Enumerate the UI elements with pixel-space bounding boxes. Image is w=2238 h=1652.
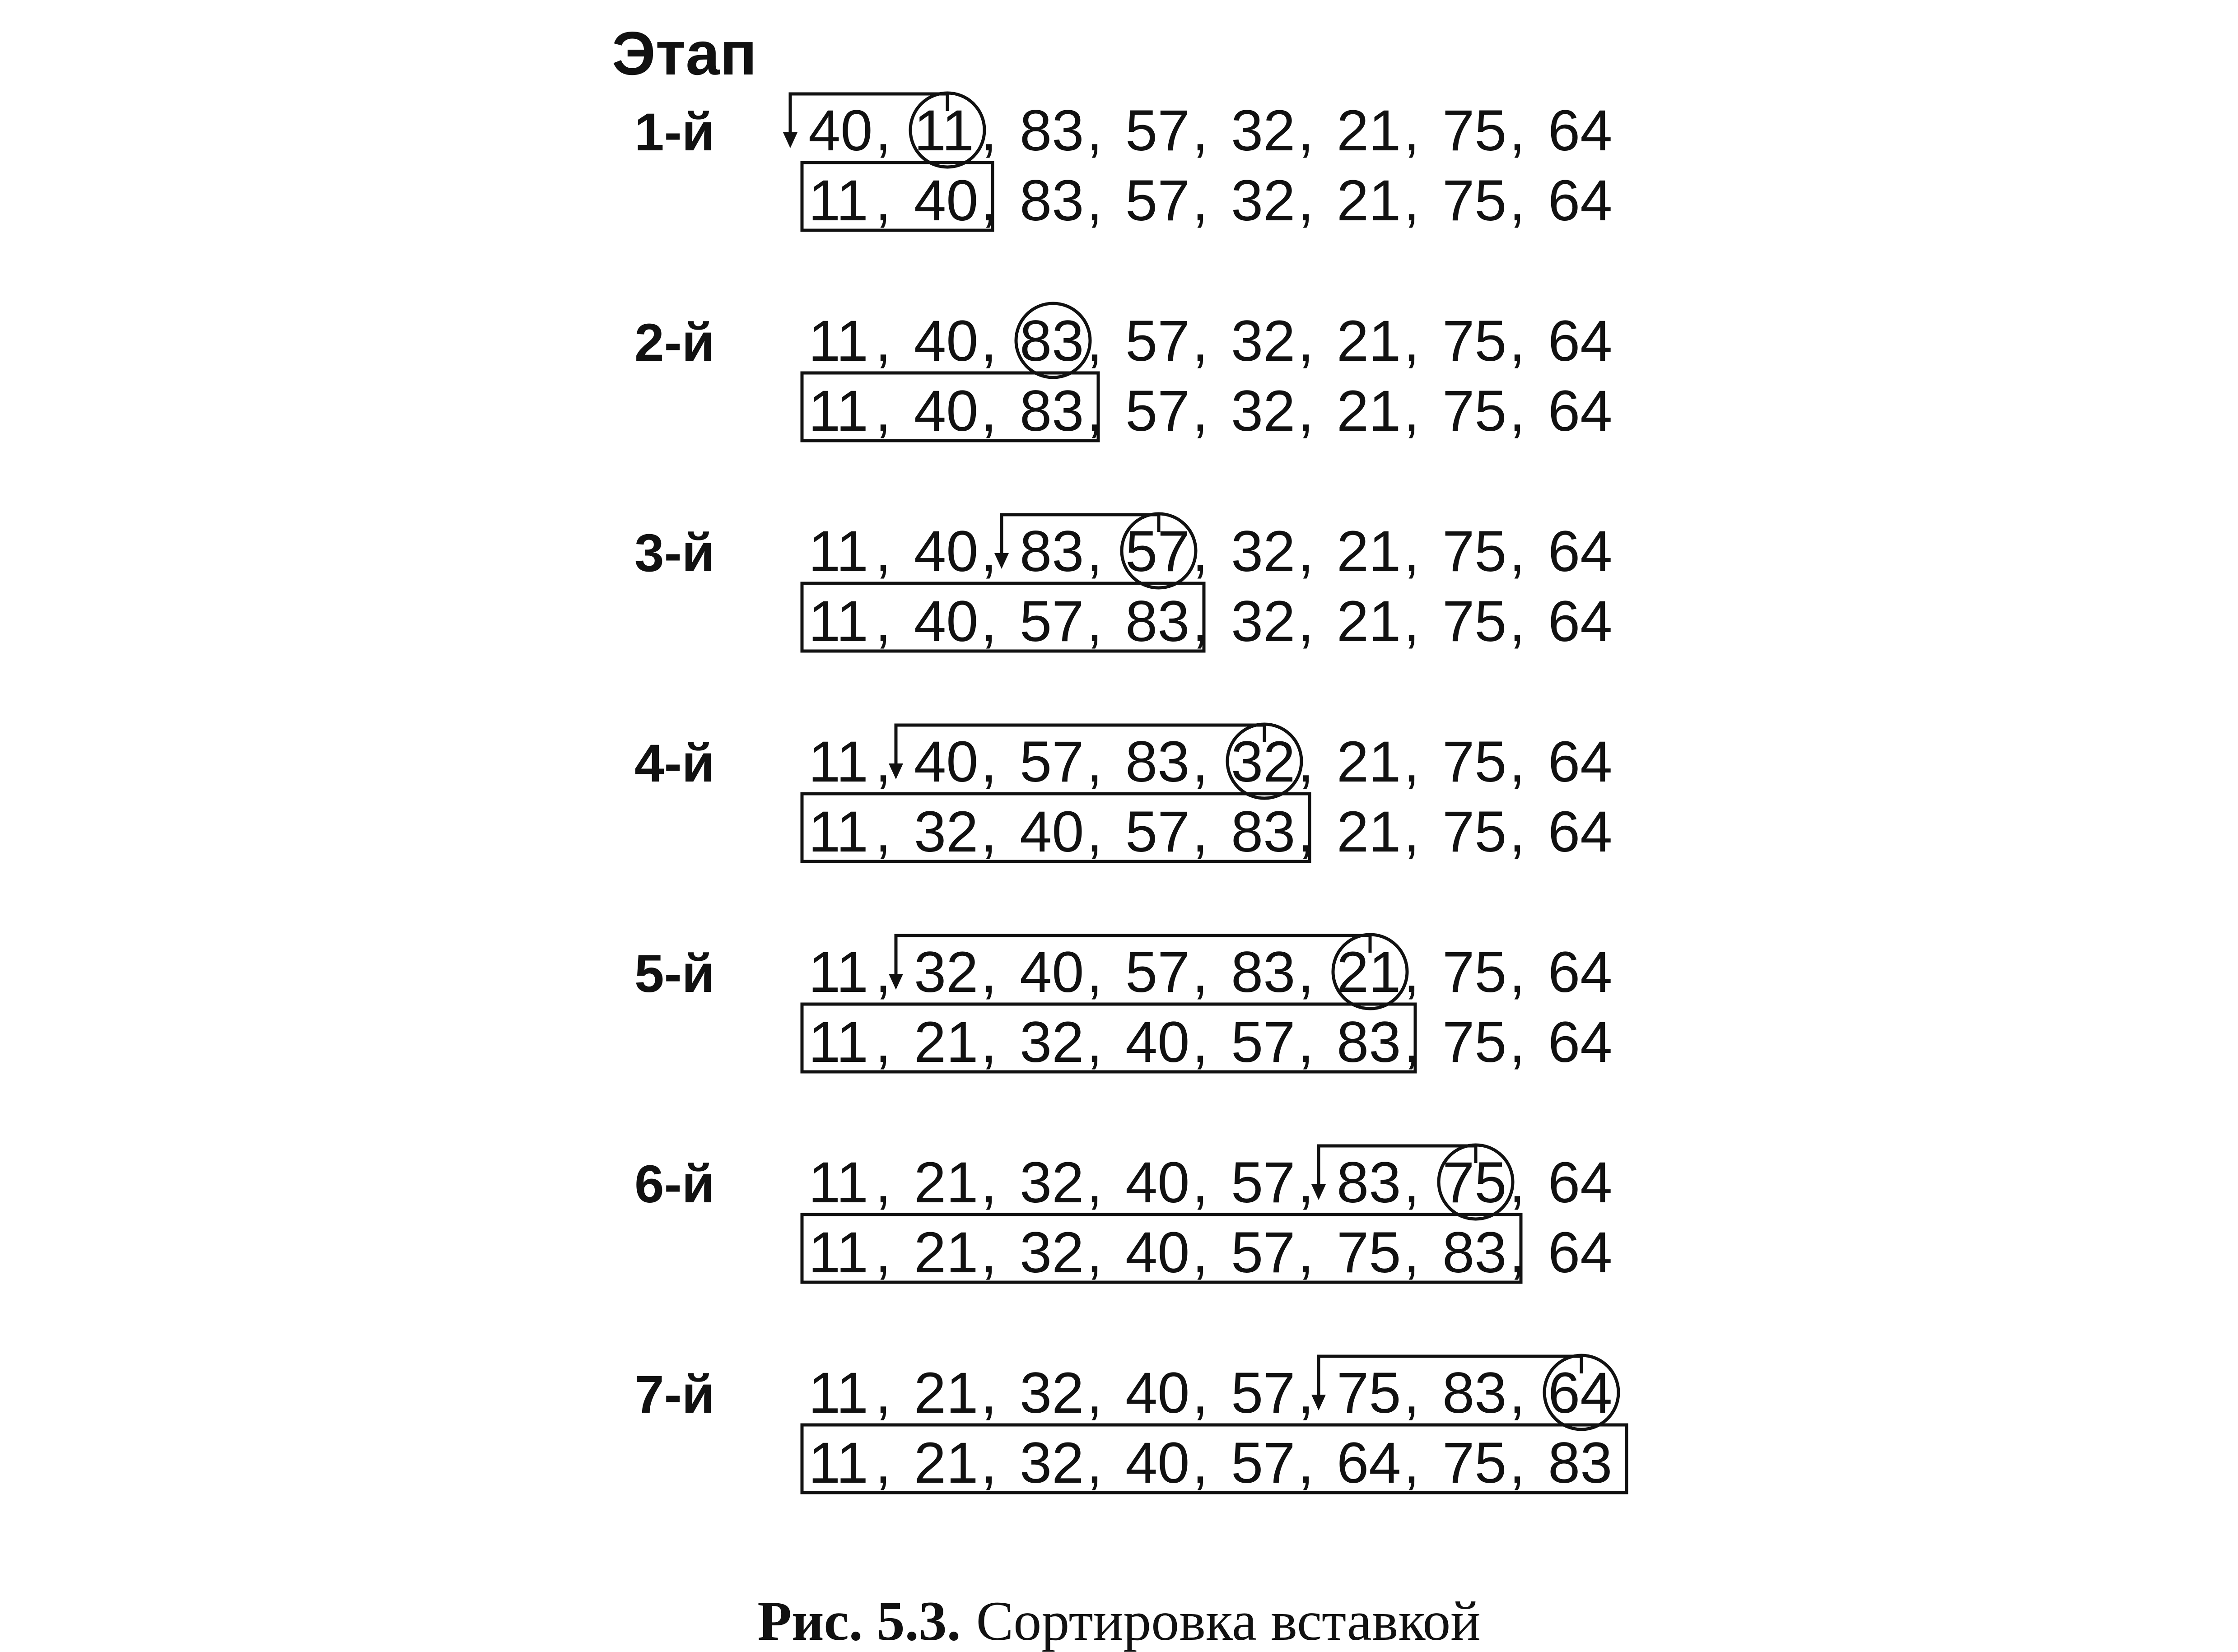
before-comma: , bbox=[1192, 730, 1208, 794]
after-comma: , bbox=[981, 800, 997, 864]
after-number: 21 bbox=[914, 1220, 979, 1285]
after-number: 75 bbox=[1337, 1220, 1401, 1285]
before-number: 11 bbox=[808, 1150, 868, 1215]
after-comma: , bbox=[1509, 168, 1525, 233]
before-comma: , bbox=[875, 98, 891, 163]
after-comma: , bbox=[1403, 800, 1420, 864]
before-number: 64 bbox=[1548, 730, 1613, 794]
before-comma: , bbox=[1086, 98, 1103, 163]
after-comma: , bbox=[875, 1010, 891, 1075]
before-comma: , bbox=[1086, 940, 1103, 1005]
after-number: 11 bbox=[808, 1431, 868, 1495]
before-comma: , bbox=[1086, 519, 1103, 584]
after-comma: , bbox=[1509, 379, 1525, 443]
before-number: 11 bbox=[808, 1361, 868, 1425]
after-number: 40 bbox=[1020, 800, 1084, 864]
after-comma: , bbox=[1086, 1010, 1103, 1075]
before-number: 57 bbox=[1125, 519, 1190, 584]
before-number: 57 bbox=[1231, 1361, 1296, 1425]
before-number: 40 bbox=[808, 98, 873, 163]
caption-number: Рис. 5.3. bbox=[757, 1590, 961, 1652]
before-comma: , bbox=[875, 1150, 891, 1215]
after-comma: , bbox=[1403, 589, 1420, 654]
stage-label: 1-й bbox=[634, 102, 715, 162]
after-comma: , bbox=[1192, 1220, 1208, 1285]
after-comma: , bbox=[1509, 589, 1525, 654]
before-comma: , bbox=[1298, 730, 1314, 794]
after-number: 57 bbox=[1231, 1010, 1296, 1075]
stage-2 bbox=[634, 303, 1612, 443]
before-number: 83 bbox=[1020, 309, 1084, 373]
before-number: 64 bbox=[1548, 1361, 1613, 1425]
after-number: 75 bbox=[1442, 1010, 1507, 1075]
before-comma: , bbox=[1298, 940, 1314, 1005]
before-number: 21 bbox=[914, 1150, 979, 1215]
after-number: 64 bbox=[1548, 589, 1613, 654]
after-number: 83 bbox=[1337, 1010, 1401, 1075]
before-comma: , bbox=[1509, 98, 1525, 163]
before-comma: , bbox=[981, 940, 997, 1005]
after-number: 32 bbox=[1020, 1010, 1084, 1075]
after-number: 40 bbox=[914, 168, 979, 233]
before-comma: , bbox=[875, 1361, 891, 1425]
before-comma: , bbox=[1192, 1150, 1208, 1215]
stage-5 bbox=[634, 935, 1612, 1075]
after-number: 75 bbox=[1442, 379, 1507, 443]
after-comma: , bbox=[1403, 379, 1420, 443]
before-number: 32 bbox=[914, 940, 979, 1005]
before-number: 40 bbox=[914, 309, 979, 373]
after-number: 57 bbox=[1125, 379, 1190, 443]
before-number: 40 bbox=[1125, 1361, 1190, 1425]
before-number: 57 bbox=[1125, 98, 1190, 163]
before-number: 11 bbox=[808, 730, 868, 794]
after-number: 21 bbox=[914, 1010, 979, 1075]
after-number: 83 bbox=[1125, 589, 1190, 654]
after-number: 40 bbox=[914, 379, 979, 443]
after-number: 64 bbox=[1548, 1010, 1613, 1075]
after-number: 32 bbox=[1020, 1431, 1084, 1495]
before-number: 21 bbox=[914, 1361, 979, 1425]
stage-label: 2-й bbox=[634, 313, 715, 372]
before-comma: , bbox=[1086, 730, 1103, 794]
before-number: 83 bbox=[1231, 940, 1296, 1005]
after-number: 11 bbox=[808, 800, 868, 864]
after-number: 64 bbox=[1548, 168, 1613, 233]
before-comma: , bbox=[1403, 1361, 1420, 1425]
after-number: 11 bbox=[808, 379, 868, 443]
after-number: 40 bbox=[1125, 1431, 1190, 1495]
before-comma: , bbox=[1403, 519, 1420, 584]
before-number: 64 bbox=[1548, 309, 1613, 373]
after-comma: , bbox=[1192, 1010, 1208, 1075]
after-comma: , bbox=[1403, 1220, 1420, 1285]
stage-1 bbox=[634, 93, 1612, 233]
before-number: 75 bbox=[1442, 1150, 1507, 1215]
before-number: 11 bbox=[914, 98, 974, 163]
after-number: 11 bbox=[808, 589, 868, 654]
before-comma: , bbox=[1086, 1361, 1103, 1425]
after-comma: , bbox=[1298, 1010, 1314, 1075]
after-number: 64 bbox=[1548, 379, 1613, 443]
after-number: 75 bbox=[1442, 800, 1507, 864]
before-comma: , bbox=[1086, 309, 1103, 373]
before-number: 57 bbox=[1125, 940, 1190, 1005]
stage-label: 7-й bbox=[634, 1365, 715, 1424]
before-number: 11 bbox=[808, 519, 868, 584]
after-number: 32 bbox=[1231, 168, 1296, 233]
before-number: 32 bbox=[1020, 1150, 1084, 1215]
before-number: 21 bbox=[1337, 309, 1401, 373]
after-number: 57 bbox=[1020, 589, 1084, 654]
figure-caption bbox=[757, 1590, 1480, 1652]
after-comma: , bbox=[981, 168, 997, 233]
before-number: 57 bbox=[1020, 730, 1084, 794]
after-number: 40 bbox=[914, 589, 979, 654]
after-number: 83 bbox=[1548, 1431, 1613, 1495]
after-comma: , bbox=[875, 379, 891, 443]
before-comma: , bbox=[1192, 98, 1208, 163]
before-comma: , bbox=[1192, 1361, 1208, 1425]
before-comma: , bbox=[1403, 98, 1420, 163]
stage-label: 5-й bbox=[634, 944, 715, 1004]
after-comma: , bbox=[1509, 1431, 1525, 1495]
after-comma: , bbox=[1298, 379, 1314, 443]
stage-label: 3-й bbox=[634, 523, 715, 583]
insert-arrow-head bbox=[783, 132, 797, 148]
before-comma: , bbox=[1298, 519, 1314, 584]
before-number: 64 bbox=[1548, 1150, 1613, 1215]
after-comma: , bbox=[1086, 1431, 1103, 1495]
before-comma: , bbox=[1298, 309, 1314, 373]
before-number: 75 bbox=[1442, 309, 1507, 373]
after-comma: , bbox=[1086, 1220, 1103, 1285]
after-comma: , bbox=[981, 589, 997, 654]
after-comma: , bbox=[1192, 168, 1208, 233]
after-number: 21 bbox=[1337, 379, 1401, 443]
before-comma: , bbox=[1403, 1150, 1420, 1215]
after-number: 40 bbox=[1125, 1010, 1190, 1075]
after-comma: , bbox=[981, 1431, 997, 1495]
after-comma: , bbox=[875, 800, 891, 864]
before-number: 75 bbox=[1442, 940, 1507, 1005]
after-number: 64 bbox=[1337, 1431, 1401, 1495]
before-number: 21 bbox=[1337, 940, 1401, 1005]
before-number: 32 bbox=[1231, 98, 1296, 163]
after-comma: , bbox=[981, 1220, 997, 1285]
after-comma: , bbox=[1192, 589, 1208, 654]
after-number: 32 bbox=[1231, 589, 1296, 654]
before-number: 57 bbox=[1125, 309, 1190, 373]
after-number: 83 bbox=[1231, 800, 1296, 864]
before-comma: , bbox=[1086, 1150, 1103, 1215]
after-comma: , bbox=[1298, 589, 1314, 654]
before-comma: , bbox=[981, 730, 997, 794]
before-number: 83 bbox=[1020, 519, 1084, 584]
before-comma: , bbox=[981, 1150, 997, 1215]
after-number: 11 bbox=[808, 1220, 868, 1285]
before-comma: , bbox=[1403, 309, 1420, 373]
before-comma: , bbox=[1509, 309, 1525, 373]
after-comma: , bbox=[1086, 589, 1103, 654]
after-comma: , bbox=[875, 168, 891, 233]
before-comma: , bbox=[1509, 519, 1525, 584]
before-comma: , bbox=[981, 98, 997, 163]
after-number: 57 bbox=[1125, 168, 1190, 233]
after-comma: , bbox=[875, 1431, 891, 1495]
stage-3 bbox=[634, 514, 1612, 654]
after-comma: , bbox=[1086, 800, 1103, 864]
stage-7 bbox=[634, 1355, 1627, 1495]
before-number: 21 bbox=[1337, 519, 1401, 584]
before-number: 32 bbox=[1231, 309, 1296, 373]
after-comma: , bbox=[1298, 800, 1314, 864]
sorted-part-frame bbox=[802, 1004, 1415, 1072]
before-number: 40 bbox=[914, 519, 979, 584]
after-number: 83 bbox=[1442, 1220, 1507, 1285]
before-number: 64 bbox=[1548, 519, 1613, 584]
before-number: 83 bbox=[1125, 730, 1190, 794]
before-comma: , bbox=[1403, 730, 1420, 794]
after-comma: , bbox=[1192, 1431, 1208, 1495]
after-number: 83 bbox=[1020, 379, 1084, 443]
before-comma: , bbox=[875, 730, 891, 794]
after-number: 40 bbox=[1125, 1220, 1190, 1285]
after-number: 75 bbox=[1442, 589, 1507, 654]
after-comma: , bbox=[1403, 1010, 1420, 1075]
before-number: 32 bbox=[1020, 1361, 1084, 1425]
before-number: 11 bbox=[808, 940, 868, 1005]
after-comma: , bbox=[1192, 800, 1208, 864]
after-number: 11 bbox=[808, 168, 868, 233]
before-number: 40 bbox=[1020, 940, 1084, 1005]
before-number: 57 bbox=[1231, 1150, 1296, 1215]
after-comma: , bbox=[981, 1010, 997, 1075]
before-number: 40 bbox=[914, 730, 979, 794]
before-number: 21 bbox=[1337, 98, 1401, 163]
before-number: 40 bbox=[1125, 1150, 1190, 1215]
before-comma: , bbox=[1509, 940, 1525, 1005]
after-number: 21 bbox=[1337, 800, 1401, 864]
after-number: 32 bbox=[1231, 379, 1296, 443]
before-number: 75 bbox=[1442, 519, 1507, 584]
before-comma: , bbox=[981, 1361, 997, 1425]
after-comma: , bbox=[1086, 379, 1103, 443]
caption-text: Сортировка вставкой bbox=[976, 1590, 1481, 1652]
before-number: 83 bbox=[1337, 1150, 1401, 1215]
after-comma: , bbox=[1298, 168, 1314, 233]
before-number: 64 bbox=[1548, 940, 1613, 1005]
before-comma: , bbox=[1192, 519, 1208, 584]
stage-header: Этап bbox=[612, 19, 757, 88]
before-comma: , bbox=[875, 940, 891, 1005]
before-comma: , bbox=[875, 309, 891, 373]
after-number: 57 bbox=[1125, 800, 1190, 864]
after-number: 75 bbox=[1442, 168, 1507, 233]
after-comma: , bbox=[1298, 1431, 1314, 1495]
after-comma: , bbox=[1509, 1010, 1525, 1075]
after-comma: , bbox=[1192, 379, 1208, 443]
stage-label: 6-й bbox=[634, 1154, 715, 1214]
after-number: 57 bbox=[1231, 1220, 1296, 1285]
before-comma: , bbox=[875, 519, 891, 584]
before-number: 32 bbox=[1231, 519, 1296, 584]
stage-6 bbox=[634, 1145, 1612, 1285]
before-comma: , bbox=[1298, 1361, 1314, 1425]
after-comma: , bbox=[1403, 1431, 1420, 1495]
after-number: 21 bbox=[914, 1431, 979, 1495]
after-number: 21 bbox=[1337, 168, 1401, 233]
after-comma: , bbox=[1509, 800, 1525, 864]
after-comma: , bbox=[1086, 168, 1103, 233]
before-comma: , bbox=[981, 309, 997, 373]
after-number: 64 bbox=[1548, 1220, 1613, 1285]
stage-4 bbox=[634, 724, 1612, 864]
before-number: 11 bbox=[808, 309, 868, 373]
before-comma: , bbox=[981, 519, 997, 584]
after-number: 21 bbox=[1337, 589, 1401, 654]
after-comma: , bbox=[1509, 1220, 1525, 1285]
after-number: 11 bbox=[808, 1010, 868, 1075]
before-comma: , bbox=[1192, 309, 1208, 373]
before-number: 64 bbox=[1548, 98, 1613, 163]
after-comma: , bbox=[1403, 168, 1420, 233]
before-comma: , bbox=[1509, 1150, 1525, 1215]
before-number: 21 bbox=[1337, 730, 1401, 794]
before-number: 83 bbox=[1442, 1361, 1507, 1425]
after-number: 64 bbox=[1548, 800, 1613, 864]
before-number: 75 bbox=[1442, 98, 1507, 163]
after-number: 32 bbox=[1020, 1220, 1084, 1285]
before-comma: , bbox=[1298, 98, 1314, 163]
after-number: 32 bbox=[914, 800, 979, 864]
stages-layer bbox=[634, 93, 1627, 1495]
before-comma: , bbox=[1192, 940, 1208, 1005]
before-comma: , bbox=[1298, 1150, 1314, 1215]
before-number: 75 bbox=[1442, 730, 1507, 794]
after-comma: , bbox=[981, 379, 997, 443]
stage-label: 4-й bbox=[634, 734, 715, 793]
before-comma: , bbox=[1509, 1361, 1525, 1425]
before-number: 32 bbox=[1231, 730, 1296, 794]
before-comma: , bbox=[1403, 940, 1420, 1005]
after-number: 57 bbox=[1231, 1431, 1296, 1495]
after-comma: , bbox=[875, 589, 891, 654]
after-number: 75 bbox=[1442, 1431, 1507, 1495]
before-number: 83 bbox=[1020, 98, 1084, 163]
before-number: 75 bbox=[1337, 1361, 1401, 1425]
after-comma: , bbox=[1298, 1220, 1314, 1285]
before-comma: , bbox=[1509, 730, 1525, 794]
after-number: 83 bbox=[1020, 168, 1084, 233]
after-comma: , bbox=[875, 1220, 891, 1285]
